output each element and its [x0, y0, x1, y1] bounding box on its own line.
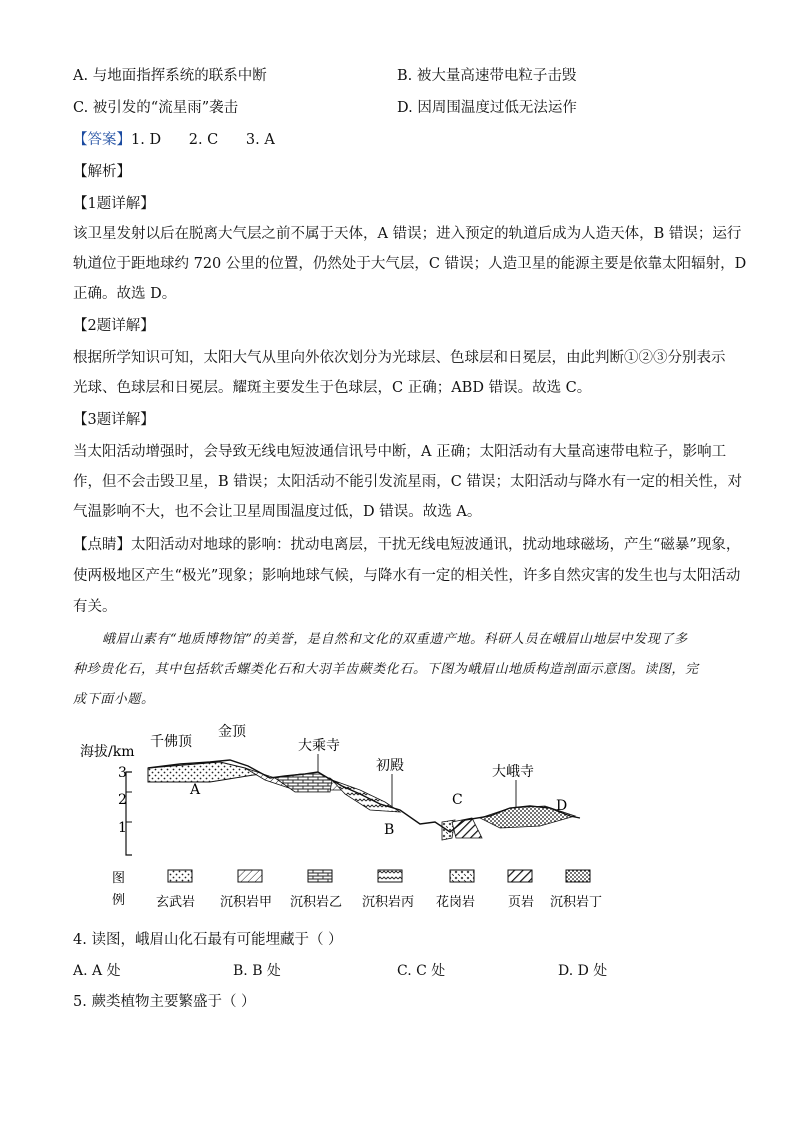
tips-line-2: 使两极地区产生“极光”现象；影响地球气候，与降水有一定的相关性，许多自然灾害的发生也与太阳活动	[73, 568, 741, 584]
tips-tag: 【点睛】	[73, 537, 131, 553]
place-jinding: 金顶	[218, 724, 246, 740]
y-axis	[126, 772, 132, 855]
q4-stem: 4. 读图，峨眉山化石最有可能埋藏于（ ）	[73, 932, 343, 948]
tips-line-3: 有关。	[73, 599, 117, 615]
option-c-prev: C. 被引发的“流星雨”袭击	[73, 100, 239, 116]
q1-line-1: 该卫星发射以后在脱离大气层之前不属于天体，A 错误；进入预定的轨道后成为人造天体，B 错误；运行	[73, 226, 742, 242]
answer-line	[73, 130, 275, 150]
q4-option-d: D. D 处	[558, 963, 608, 979]
legend-swatch-sed-d	[566, 870, 590, 882]
legend-label-basalt: 玄武岩	[156, 895, 196, 910]
q3-line-2: 作，但不会击毁卫星，B 错误；太阳活动不能引发流星雨，C 错误；太阳活动与降水有一定的相关性，对	[73, 474, 742, 490]
legend-title-1: 图	[112, 871, 126, 886]
passage-line-3: 成下面小题。	[73, 692, 155, 707]
q2-tag: 【2题详解】	[73, 318, 155, 334]
analysis-tag: 【解析】	[73, 164, 131, 180]
q3-line-3: 气温影响不大，也不会让卫星周围温度过低，D 错误。故选 A。	[73, 504, 482, 520]
legend-swatch-basalt	[168, 870, 192, 882]
point-d: D	[556, 798, 568, 814]
passage-line-1: 峨眉山素有“地质博物馆”的美誉，是自然和文化的双重遗产地。科研人员在峨眉山地层中发现了多	[102, 632, 688, 647]
q1-line-3: 正确。故选 D。	[73, 286, 177, 302]
y-tick-1: 1	[118, 820, 127, 836]
q3-tag: 【3题详解】	[73, 412, 155, 428]
q4-option-b: B. B 处	[233, 963, 281, 979]
q4-option-a: A. A 处	[73, 963, 121, 979]
q3-line-1: 当太阳活动增强时，会导致无线电短波通信讯号中断，A 正确；太阳活动有大量高速带电粒子，影响工	[73, 444, 727, 460]
legend-swatch-sed-b	[308, 870, 332, 882]
y-tick-2: 2	[118, 792, 127, 808]
tips-line-1	[73, 535, 740, 555]
point-b: B	[384, 822, 395, 838]
place-dachengsi: 大乘寺	[298, 738, 340, 754]
legend-label-sed-a: 沉积岩甲	[220, 895, 273, 910]
legend-swatch-shale	[508, 870, 532, 882]
option-a-prev: A. 与地面指挥系统的联系中断	[73, 68, 267, 84]
q1-tag: 【1题详解】	[73, 196, 155, 212]
y-axis-label: 海拔/km	[80, 744, 135, 760]
point-c: C	[452, 792, 463, 808]
place-daesi: 大峨寺	[492, 764, 534, 780]
answer-text: 1. D 2. C 3. A	[131, 132, 275, 148]
legend-label-sed-d: 沉积岩丁	[550, 895, 603, 910]
q4-option-c: C. C 处	[397, 963, 446, 979]
legend-title-2: 例	[112, 893, 126, 908]
tips-text-1: 太阳活动对地球的影响：扰动电离层，干扰无线电短波通讯，扰动地球磁场，产生“磁暴”现象，	[131, 537, 741, 553]
geology-profile-diagram	[70, 720, 630, 920]
q5-stem: 5. 蕨类植物主要繁盛于（ ）	[73, 994, 256, 1010]
passage-line-2: 种珍贵化石，其中包括软舌螺类化石和大羽羊齿蕨类化石。下图为峨眉山地质构造剖面示意图。读图，完	[73, 662, 699, 677]
place-qianfoding: 千佛顶	[150, 734, 192, 750]
answer-tag: 【答案】	[73, 132, 131, 148]
option-b-prev: B. 被大量高速带电粒子击毁	[397, 68, 577, 84]
legend-label-shale: 页岩	[508, 895, 535, 910]
q1-line-2: 轨道位于距地球约 720 公里的位置，仍然处于大气层，C 错误；人造卫星的能源主要是依靠太阳辐射，D	[73, 256, 747, 272]
legend-label-sed-c: 沉积岩丙	[362, 895, 415, 910]
q2-line-2: 光球、色球层和日冕层。耀斑主要发生于色球层，C 正确；ABD 错误。故选 C。	[73, 380, 592, 396]
legend-label-granite: 花岗岩	[436, 895, 476, 910]
shale-layer	[452, 818, 482, 838]
place-chudian: 初殿	[376, 758, 404, 774]
legend-swatch-sed-a	[238, 870, 262, 882]
legend-swatch-sed-c	[378, 870, 402, 882]
legend-swatch-granite	[450, 870, 474, 882]
y-tick-3: 3	[118, 765, 127, 781]
legend-label-sed-b: 沉积岩乙	[290, 895, 343, 910]
point-a: A	[190, 782, 201, 798]
q2-line-1: 根据所学知识可知，太阳大气从里向外依次划分为光球层、色球层和日冕层，由此判断①②③分别表示	[73, 350, 726, 366]
option-d-prev: D. 因周围温度过低无法运作	[397, 100, 577, 116]
